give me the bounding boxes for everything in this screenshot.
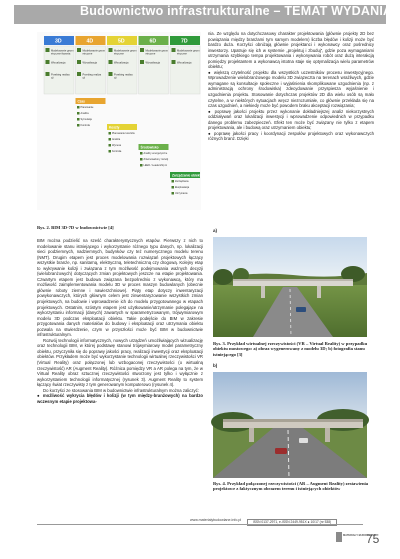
item-label: etryczne: [82, 52, 93, 56]
item-bullet: [77, 112, 80, 115]
item-bullet: [109, 48, 113, 52]
block-title: Koszty: [109, 125, 120, 130]
item-label: etryczne: [177, 52, 187, 56]
footer-divider: [37, 524, 363, 525]
item-bullet: [46, 60, 50, 64]
item-bullet: [46, 48, 50, 52]
figure-2-caption: Rys. 2. BIM 3D-7D w budownictwie [4]: [37, 225, 114, 230]
item-label: Modelowanie geom: [114, 49, 137, 53]
item-bullet: [109, 138, 112, 141]
bullet-item: ● poprawę jakości pracy i koordynacji zespołów projektowych oraz wykonawczych różnych branż. Dzięki: [208, 130, 374, 142]
item-label: Kontrola: [80, 124, 90, 128]
dimension-label: 6D: [149, 38, 157, 45]
item-label: cji: [114, 76, 117, 80]
paragraph: nia. Ze względu na dotychczasowy charakter projektowania (głównie projekty 2D bez powiązania między branżami tym samym modelem) liczba błędów i kolizji może być bardzo duża. Korzyści obniżają głównie projektanci i wykonawcy oraz pośrednicy inwestorzy. Upatruje się ich w systemie „projektuj i zbuduj”, gdzie poza wymaganiami utrzymania szybkiego tempa projektowania i wykonywania robót oraz dużą interakcją pomiędzy projektantem a wykonawcą istotna staje się optymalizacja wielu parametrów obiektu;: [208, 31, 374, 70]
item-label: Analizy energetyczne: [143, 152, 168, 156]
item-bullet: [140, 48, 144, 52]
item-label: cji: [51, 76, 54, 80]
item-label: Analiza: [112, 138, 121, 142]
figure-3-caption: Rys. 3. Przykład wirtualnej rzeczywistości (VR – Virtual Reality) w przypadku obiektu mostowego: a) obraz wygenerowany z modelu 3D; b) fotografia stanu istniejącego [3]: [213, 341, 368, 357]
item-bullet: [77, 106, 80, 109]
paragraph: BIM można podzielić na sześć charakterystycznych etapów. Pierwszy z nich to modelowanie stanu istniejącego i wykorzystanie różnego typu danych, np. lokalizacji sieci podziemnych, nadziemnych, budynków czy też numerycznego modelu terenu (NMT). Drugim etapem jest proces modelowania rozwiązań projektowych łączący wszystkie branże, np. sanitarną, elektryczną, teletechniczną czy drogową. Kolejny etap to wykrywanie kolizji i związana z tym możliwość podejmowania ważnych decyzji (wielobranżowych) dotyczących zmian projektowych jeszcze na etapie projektowania. Czwartym etapem jest budowa związana bezpośrednio z wykonawcą, który ma możliwość zaimplementowania modelu 3D w proces maszyn budowlanych (obecnie głównie roboty ziemne i nawierzchniowe). Piąty etap dotyczy inwentaryzacji powykonawczych, których głównym celem jest zinwentaryzowanie wszystkich zmian projektowych, na budowie i wprowadzenie ich do modelu przygotowanego w etapach projektowych. Ostatnim, szóstym etapem jest użytkowanie/utrzymanie polegające na wykorzystaniu informacji (danych) zawartych w sparametryzowanym, trójwymiarowym modelu 3D podczas eksploatacji obiektu. Takie podejście do BIM w zakresie przygotowania danych materiałów do budowy i eksploatacji oraz utrzymania obiektu pozwala na stwierdzenie, czym w przyszłości może być BIM w budownictwie infrastrukturalnym.: [37, 238, 203, 338]
item-label: Przebieg realiza: [82, 73, 102, 77]
item-bullet: [140, 164, 143, 167]
item-bullet: [172, 60, 176, 64]
item-label: cji: [82, 76, 85, 80]
bim-3d-7d-diagram: [37, 32, 206, 210]
item-label: Wizualizacja: [51, 61, 66, 65]
photo-b-label: b): [213, 363, 218, 368]
paragraph: Do korzyści ze stosowania BIM w budownictwie infrastrukturalnym można zaliczyć:: [43, 387, 199, 393]
right-column: [208, 31, 374, 142]
photo-a-label: a): [213, 228, 218, 233]
block-title: Środowisko: [140, 145, 159, 150]
page-number: 75: [366, 532, 380, 546]
footer-issn: ISSN 0137-2971, e-ISSN 2449-951X ● 10/17 (nr 538): [247, 519, 337, 526]
header-title: Budownictwo infrastrukturalne – TEMAT WYDANIA: [80, 4, 393, 18]
item-label: Planowanie kosztów: [112, 132, 135, 136]
item-bullet: [77, 72, 81, 76]
item-label: Planowanie: [80, 106, 94, 110]
item-label: Modelowanie geom: [82, 49, 105, 53]
item-bullet: [172, 48, 176, 52]
page-footer: [0, 510, 400, 550]
running-header: [0, 0, 400, 27]
item-label: Modelowanie geom: [177, 49, 200, 53]
item-bullet: [77, 124, 80, 127]
item-label: Zrównoważony rozwój: [143, 158, 169, 162]
item-bullet: [77, 60, 81, 64]
item-label: etryczne: [114, 52, 124, 56]
item-label: Wizualizacja: [145, 61, 160, 65]
item-label: Zarządzanie: [175, 180, 189, 184]
footer-url: www.materialybudowlane.info.pl: [190, 518, 242, 522]
vr-bridge-render-image: [213, 237, 367, 337]
item-label: Kontrola: [112, 150, 122, 154]
item-bullet: [172, 192, 175, 195]
dimension-label: 7D: [181, 38, 188, 45]
item-label: etryczne tkwania: [51, 52, 71, 56]
item-bullet: [109, 132, 112, 135]
item-label: Wycena: [112, 144, 122, 148]
item-label: Modelowanie geom: [145, 49, 168, 53]
item-label: Symulacje: [80, 118, 93, 122]
item-bullet: [109, 144, 112, 147]
item-bullet: [140, 158, 143, 161]
paragraph: Rozwój technologii informatycznych, nowych urządzeń umożliwiających wizualizację oraz technologii BIM, w której podstawę stanowi trójwymiarowy model parametryczny obiektu, przyczyniła się do poprawy jakości pracy, realizacji inwestycji oraz eksploatacji obiektów. Przykładem może być wykorzystanie technologii wirtualnej rzeczywistości VR (Virtual Reality) oraz połączonej lub wzbogaconej rzeczywistości (o wirtualną rzeczywistość) AR (Augment Reality). Różnica pomiędzy VR a AR polega na tym, że w Virtual Reality obraz sztucznej rzeczywistości stworzony jest tylko i wyłącznie z wykorzystaniem technologii informatycznej (rysunek 3). Augment Reality to system łączący świat rzeczywisty z tym generowanym komputerowo (rysunek 4).: [37, 337, 203, 388]
item-label: Modelowanie geom: [51, 49, 74, 53]
item-bullet: [140, 60, 144, 64]
bullet-item: ● możliwość wykrycia błędów i kolizji (w tym między-branżowych) na bardzo wczesnym etapie projektowa-: [37, 393, 203, 404]
block-title: Zarządzanie obiektem: [172, 173, 206, 178]
item-bullet: [77, 118, 80, 121]
item-label: Przebieg realiza: [114, 73, 133, 77]
item-bullet: [172, 180, 175, 183]
dimension-label: 3D: [55, 38, 62, 45]
bullet-item: ● większą czytelność projektu dla wszystkich uczestników procesu inwestycyjnego. Wprowadzenie wielobranżowego modelu 3D związeczta na terenach wrażliwych, gdzie wymagane są konsultacje społeczne i wyjaśnienia skomplikowane uzgodnienia (np. z administracją ochrony środowiska) zdecydowanie przyspiesza wyjaśnienie i uzgodnienia projektu. Stosowanie dotychczas projektów 2D dla wielu osób są mało czytelne, a w niektórych sytuacjach wręcz niezrozumiałe, co głównie przekłada się na czas uzgodnień, a niekiedy może być powodem braku akceptacji rozwiązania;: [208, 69, 374, 109]
item-bullet: [140, 152, 143, 155]
logo-text: MATERIAŁY BUDOWLANE: [343, 534, 376, 537]
item-bullet: [77, 48, 81, 52]
item-label: Wizualizacja: [82, 61, 97, 65]
dimension-label: 5D: [118, 38, 125, 45]
item-bullet: [172, 186, 175, 189]
item-label: Eksploatacja: [175, 186, 190, 190]
item-label: Przebieg realiza: [51, 73, 70, 77]
item-label: LEED / Leadership in: [143, 164, 168, 168]
bullet-item: ● poprawę jakości projektu przez wykonanie dokładniejszej analiz niekorzystnych oddziaływań oraz lokalizacji inwestycji i wprowadzenie odpowiednich w przypadku danego problemu zabezpieczeń. Efekt ten może być związany nie tylko z etapem projektowania, ale i budową oraz utrzymaniem obiektu;: [208, 108, 374, 131]
ar-bridge-photo-image: [213, 372, 367, 478]
block-title: Czas: [77, 99, 85, 104]
figure-4-caption: Rys. 4. Przykład połączonej rzeczywistości (AR – Augment Reality) zestawienia projektowe z faktycznym obrazem terenu i istniejących obiektów: [213, 481, 369, 492]
item-label: Analiza: [80, 112, 89, 116]
item-label: Wizualizacja: [114, 61, 129, 65]
item-bullet: [109, 60, 113, 64]
left-column: [37, 238, 203, 404]
dimension-label: 4D: [86, 38, 94, 45]
item-bullet: [109, 150, 112, 153]
item-label: Wizualizacja: [177, 61, 192, 65]
item-label: etryczne: [145, 52, 156, 56]
item-bullet: [46, 72, 50, 76]
item-bullet: [109, 72, 113, 76]
item-label: Utrzymanie: [175, 192, 188, 196]
